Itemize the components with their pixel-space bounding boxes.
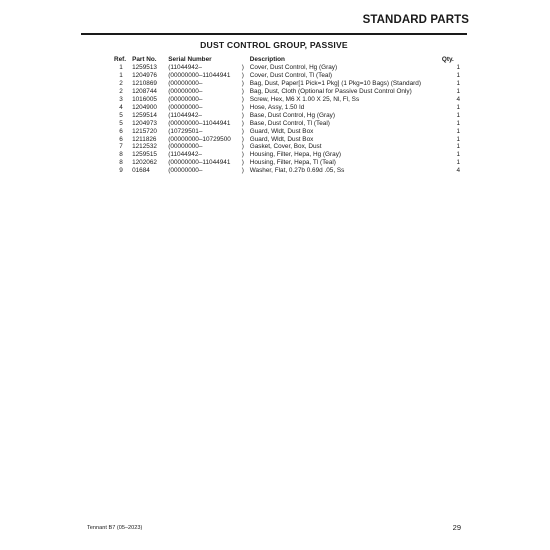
cell-serial-close: ) [241, 151, 244, 159]
cell-ref: 8 [119, 151, 123, 159]
cell-part-no: 1202062 [132, 159, 157, 167]
header-ref: Ref. [114, 56, 127, 63]
cell-part-no: 1211826 [132, 135, 157, 143]
table-row [114, 96, 460, 104]
cell-description: Cover, Dust Control, Hg (Gray) [249, 64, 338, 72]
cell-serial-close: ) [241, 159, 244, 167]
cell-serial-number: (00000000–10729500 [168, 135, 231, 143]
table-row [114, 151, 460, 159]
cell-serial-close: ) [241, 64, 244, 72]
cell-serial-number: (00000000– [168, 143, 203, 151]
cell-ref: 1 [119, 64, 123, 72]
cell-part-no: 01684 [132, 167, 150, 175]
cell-ref: 6 [119, 135, 123, 143]
cell-qty: 1 [456, 135, 460, 143]
cell-qty: 4 [456, 96, 460, 104]
cell-description: Hose, Assy, 1.50 Id [249, 103, 305, 111]
cell-part-no: 1215720 [132, 127, 157, 135]
cell-serial-close: ) [241, 167, 244, 175]
cell-ref: 2 [119, 80, 123, 88]
cell-serial-number: (11044942– [168, 64, 202, 72]
cell-serial-close: ) [241, 119, 244, 127]
cell-serial-number: (00000000– [168, 88, 203, 96]
cell-ref: 6 [119, 127, 123, 135]
cell-serial-close: ) [241, 88, 244, 96]
cell-part-no: 1259515 [132, 151, 157, 159]
table-row [114, 104, 460, 112]
footer-model: Tennant B7 (05–2023) [87, 525, 143, 531]
group-title: DUST CONTROL GROUP, PASSIVE [200, 40, 348, 50]
cell-qty: 1 [456, 80, 460, 88]
cell-qty: 1 [456, 143, 460, 151]
header-serial: Serial Number [168, 56, 212, 63]
cell-description: Housing, Filter, Hepa, Hg (Gray) [249, 151, 342, 159]
cell-serial-number: (00000000– [168, 103, 203, 111]
table-row [114, 136, 460, 144]
cell-qty: 1 [456, 127, 460, 135]
cell-serial-close: ) [241, 111, 244, 119]
table-row [114, 112, 460, 120]
cell-serial-number: (00000000–11044941 [168, 159, 231, 167]
cell-qty: 1 [456, 88, 460, 96]
cell-qty: 1 [456, 103, 460, 111]
cell-serial-number: (11044942– [168, 151, 202, 159]
cell-qty: 1 [456, 159, 460, 167]
cell-ref: 8 [119, 159, 123, 167]
table-row [114, 167, 460, 175]
cell-description: Gasket, Cover, Box, Dust [249, 143, 322, 151]
cell-serial-number: (00000000–11044941 [168, 72, 231, 80]
cell-ref: 7 [119, 143, 123, 151]
cell-serial-close: ) [241, 143, 244, 151]
cell-part-no: 1210869 [132, 80, 157, 88]
cell-part-no: 1259513 [132, 64, 157, 72]
cell-description: Bag, Dust, Cloth (Optional for Passive Dust Control Only) [249, 88, 412, 96]
cell-description: Base, Dust Control, Hg (Gray) [249, 111, 335, 119]
table-row [114, 128, 460, 136]
cell-serial-number: (00000000–11044941 [168, 119, 231, 127]
cell-ref: 5 [119, 111, 123, 119]
header-part-no: Part No. [132, 56, 157, 63]
header-description: Description [249, 56, 285, 63]
cell-description: Bag, Dust, Paper[1 Pick=1 Pkg] (1 Pkg=10 Bags) (Standard) [249, 80, 421, 88]
cell-qty: 1 [456, 64, 460, 72]
cell-serial-number: (00000000– [168, 80, 203, 88]
cell-qty: 1 [456, 111, 460, 119]
cell-serial-number: (11044942– [168, 111, 202, 119]
table-row [114, 120, 460, 128]
cell-description: Cover, Dust Control, Tl (Teal) [249, 72, 333, 80]
cell-ref: 9 [119, 167, 123, 175]
cell-serial-close: ) [241, 127, 244, 135]
table-header-row [114, 56, 460, 64]
header-qty: Qty. [441, 56, 454, 63]
cell-qty: 1 [456, 72, 460, 80]
table-row [114, 64, 460, 72]
cell-description: Guard, Wldt, Dust Box [249, 127, 314, 135]
cell-description: Screw, Hex, M6 X 1.00 X 25, Nl, Fl, Ss [249, 96, 360, 104]
cell-part-no: 1208744 [132, 88, 157, 96]
parts-table-body [114, 64, 460, 175]
cell-qty: 4 [456, 167, 460, 175]
cell-serial-close: ) [241, 96, 244, 104]
cell-serial-number: (00000000– [168, 167, 203, 175]
cell-description: Guard, Wldt, Dust Box [249, 135, 314, 143]
cell-part-no: 1016005 [132, 96, 157, 104]
table-row [114, 159, 460, 167]
header-spacer [242, 56, 250, 64]
cell-serial-number: (00000000– [168, 96, 203, 104]
cell-ref: 1 [119, 72, 123, 80]
cell-part-no: 1212532 [132, 143, 157, 151]
parts-table [114, 56, 460, 175]
cell-serial-close: ) [241, 135, 244, 143]
cell-part-no: 1204973 [132, 119, 157, 127]
header-rule [81, 33, 467, 35]
cell-serial-number: (10729501– [168, 127, 203, 135]
cell-ref: 4 [119, 103, 123, 111]
table-row [114, 88, 460, 96]
cell-part-no: 1204976 [132, 72, 157, 80]
cell-qty: 1 [456, 119, 460, 127]
cell-ref: 2 [119, 88, 123, 96]
cell-qty: 1 [456, 151, 460, 159]
table-row [114, 80, 460, 88]
cell-ref: 3 [119, 96, 123, 104]
cell-description: Base, Dust Control, Tl (Teal) [249, 119, 330, 127]
cell-serial-close: ) [241, 80, 244, 88]
cell-description: Housing, Filter, Hepa, Tl (Teal) [249, 159, 336, 167]
cell-ref: 5 [119, 119, 123, 127]
cell-description: Washer, Flat, 0.27b 0.69d .05, Ss [249, 167, 345, 175]
table-row [114, 72, 460, 80]
page-number: 29 [452, 523, 461, 532]
page-header-title: STANDARD PARTS [362, 14, 469, 26]
cell-part-no: 1259514 [132, 111, 157, 119]
table-row [114, 143, 460, 151]
cell-serial-close: ) [241, 103, 244, 111]
cell-part-no: 1204900 [132, 103, 157, 111]
cell-serial-close: ) [241, 72, 244, 80]
